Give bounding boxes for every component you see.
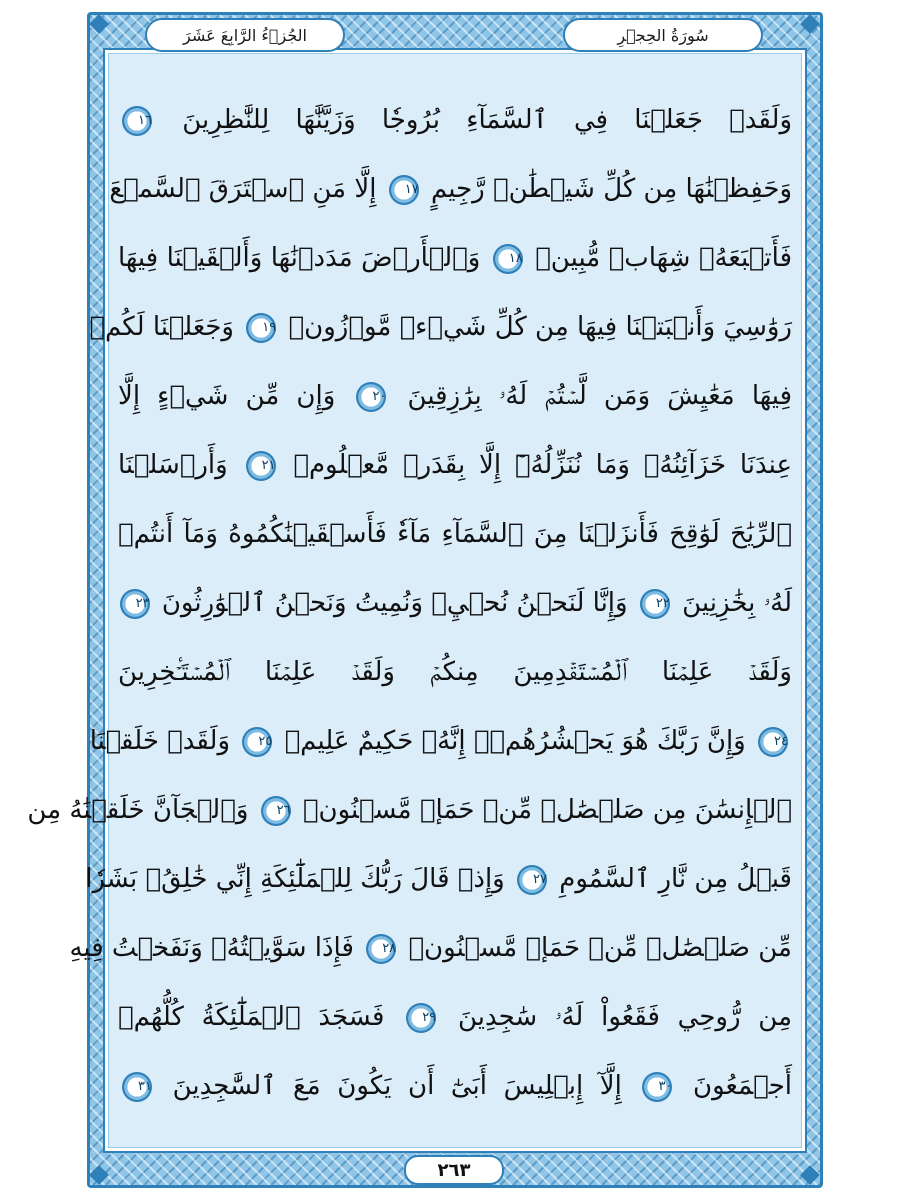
verse-text: وَإِن مِّن شَيۡءٍ إِلَّا: [118, 381, 336, 411]
verse-line: [118, 1056, 792, 1116]
verse-text: أَجۡمَعُونَ: [693, 1071, 793, 1101]
verse-text: مِن رُّوحِي فَقَعُواْ لَهُۥ سَٰجِدِينَ: [457, 1002, 793, 1032]
verse-text: إِلَّا مَنِ ٱسۡتَرَقَ ٱلسَّمۡعَ: [109, 174, 377, 204]
verse-text: وَٱلۡأَرۡضَ مَدَدۡنَٰهَا وَأَلۡقَيۡنَا فِيهَا: [118, 243, 481, 273]
verse-text: فَإِذَا سَوَّيۡتُهُۥ وَنَفَخۡتُ فِيهِ: [69, 933, 354, 963]
ayah-number-marker: [246, 313, 276, 343]
ayah-number: ٢٦: [276, 802, 291, 818]
ayah-number: ٢٨: [382, 940, 397, 956]
verse-text: ٱلۡإِنسَٰنَ مِن صَلۡصَٰلٖ مِّنۡ حَمَإٖ مَّسۡنُونٖ: [302, 795, 792, 825]
ayah-number: ٢٣: [135, 595, 150, 611]
verse-text: ٱلرِّيَٰحَ لَوَٰقِحَ فَأَنزَلۡنَا مِنَ ٱلسَّمَآءِ مَآءٗ فَأَسۡقَيۡنَٰكُمُوهُ وَمَآ أَنتُمۡ: [118, 519, 792, 549]
page-number: ٢٦٣: [437, 1159, 471, 1181]
surah-name: سُورَةُ الحِجۡرِ: [617, 25, 709, 45]
verse-text: وَأَرۡسَلۡنَا: [118, 450, 228, 480]
ayah-number-marker: [356, 382, 386, 412]
verse-text: وَلَقَدۡ خَلَقۡنَا: [89, 726, 231, 756]
ayah-number-marker: [120, 589, 150, 619]
verse-text: إِلَّآ إِبۡلِيسَ أَبَىٰٓ أَن يَكُونَ مَعَ ٱلسَّٰجِدِينَ: [172, 1071, 622, 1101]
page-number-cartouche: [404, 1155, 504, 1185]
ayah-number: ٣٠: [658, 1078, 673, 1094]
ayah-number-marker: [758, 727, 788, 757]
ayah-number: ١٩: [262, 319, 277, 335]
verse-line: [89, 711, 792, 771]
verse-text: قَبۡلُ مِن نَّارِ ٱلسَّمُومِ: [559, 864, 792, 894]
ayah-number: ١٧: [404, 181, 419, 197]
ayah-number-marker: [122, 106, 152, 136]
verse-text: مِّن صَلۡصَٰلٖ مِّنۡ حَمَإٖ مَّسۡنُونٖ: [408, 933, 792, 963]
ayah-number: ٢٤: [774, 733, 788, 749]
ayah-number-marker: [366, 934, 396, 964]
verse-text: وَٱلۡجَآنَّ خَلَقۡنَٰهُ مِن: [27, 795, 249, 825]
ayah-number: ٢٥: [258, 733, 273, 749]
ayah-number: ١٨: [508, 250, 523, 266]
juz-name: الجُزۡءُ الرَّابِعَ عَشَرَ: [183, 25, 307, 45]
verse-text: فَأَتۡبَعَهُۥ شِهَابٞ مُّبِينٞ: [535, 243, 793, 273]
ayah-number-marker: [406, 1003, 436, 1033]
ayah-number-marker: [517, 865, 547, 895]
ayah-number-marker: [122, 1072, 152, 1102]
ayah-number-marker: [389, 175, 419, 205]
verse-text: لَهُۥ بِخَٰزِنِينَ: [682, 588, 792, 618]
verse-text: وَحَفِظۡنَٰهَا مِن كُلِّ شَيۡطَٰنٖ رَّجِيمٍ: [430, 174, 792, 204]
ayah-number: ٢١: [261, 457, 276, 473]
ayah-number: ٢٠: [372, 388, 387, 404]
verse-line: [118, 573, 792, 633]
verse-text: وَجَعَلۡنَا لَكُمۡ: [89, 312, 234, 342]
verse-line: [118, 642, 792, 702]
ayah-number-marker: [242, 727, 272, 757]
verse-line: [118, 366, 792, 426]
juz-cartouche: [145, 18, 345, 52]
verse-line: [118, 987, 792, 1047]
ayah-number: ٣١: [138, 1078, 152, 1094]
verse-text: وَإِنَّ رَبَّكَ هُوَ يَحۡشُرُهُمۡۚ إِنَّهُۥ حَكِيمٌ عَلِيمٞ: [284, 726, 746, 756]
ayah-number-marker: [642, 1072, 672, 1102]
ayah-number: ٢٢: [655, 595, 670, 611]
verse-text: فِيهَا مَعَٰيِشَ وَمَن لَّسۡتُمۡ لَهُۥ بِرَٰزِقِينَ: [407, 381, 793, 411]
ayah-number: ٢٧: [533, 871, 548, 887]
ayah-number: ٢٩: [422, 1009, 437, 1025]
verse-line: [89, 297, 792, 357]
verse-line: [118, 504, 792, 564]
ayah-number-marker: [261, 796, 291, 826]
verse-text: وَإِنَّا لَنَحۡنُ نُحۡيِۦ وَنُمِيتُ وَنَحۡنُ ٱلۡوَٰرِثُونَ: [161, 588, 628, 618]
verses-block: [27, 90, 793, 1140]
ayah-number-marker: [640, 589, 670, 619]
verse-line: [109, 159, 792, 219]
verse-text: وَإِذۡ قَالَ رَبُّكَ لِلۡمَلَٰٓئِكَةِ إِنِّي خَٰلِقُۢ بَشَرٗا: [85, 864, 505, 894]
verse-line: [85, 849, 792, 909]
verse-line: [118, 228, 792, 288]
ayah-number-marker: [246, 451, 276, 481]
verse-text: وَلَقَدۡ عَلِمۡنَا ٱلۡمُسۡتَقۡدِمِينَ مِنكُمۡ وَلَقَدۡ عَلِمۡنَا ٱلۡمُسۡتَـٔۡخِرِينَ: [118, 657, 792, 687]
ayah-number: ١٦: [138, 112, 152, 128]
verse-text: فَسَجَدَ ٱلۡمَلَٰٓئِكَةُ كُلُّهُمۡ: [118, 1002, 385, 1032]
ayah-number-marker: [493, 244, 523, 274]
verse-text: وَلَقَدۡ جَعَلۡنَا فِي ٱلسَّمَآءِ بُرُوجٗا وَزَيَّنَّٰهَا لِلنَّٰظِرِينَ: [182, 105, 793, 135]
surah-cartouche: [563, 18, 763, 52]
verse-line: [27, 780, 792, 840]
verse-text: رَوَٰسِيَ وَأَنۢبَتۡنَا فِيهَا مِن كُلِّ شَيۡءٖ مَّوۡزُونٖ: [288, 312, 792, 342]
verse-line: [69, 918, 792, 978]
verse-line: [118, 90, 792, 150]
verse-line: [118, 435, 792, 495]
verse-text: عِندَنَا خَزَآئِنُهُۥ وَمَا نُنَزِّلُهُۥٓ إِلَّا بِقَدَرٖ مَّعۡلُومٖ: [293, 450, 793, 480]
